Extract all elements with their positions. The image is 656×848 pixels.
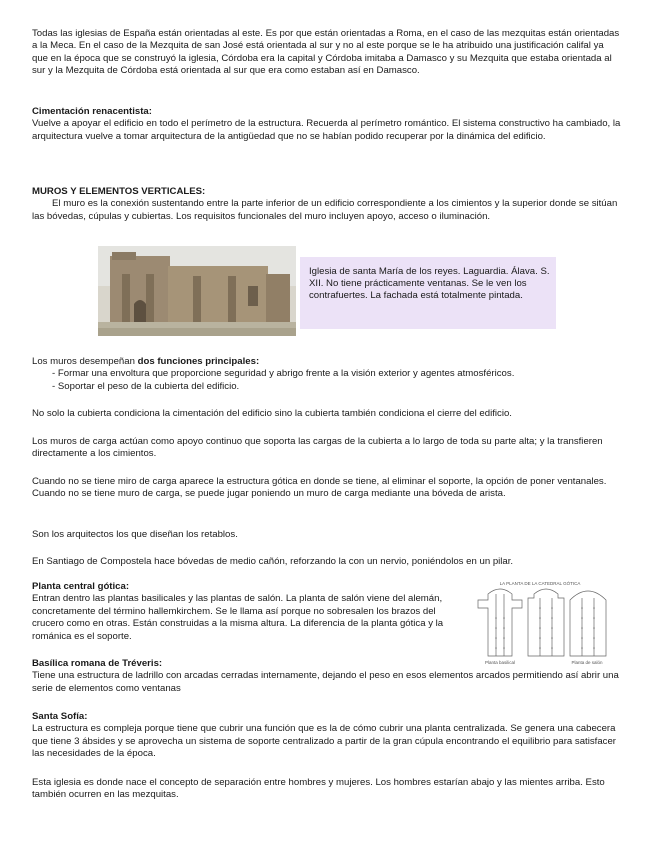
paragraph-muros-carga: Los muros de carga actúan como apoyo continuo que soporta las cargas de la cubierta a lo largo de toda su parte alta; y la transfieren directamente a los cimientos. (32, 436, 603, 460)
paragraph-santiago: En Santiago de Compostela hace bóvedas de medio cañón, reforzando la con un nervio, poniéndolos en un pilar. (32, 556, 514, 567)
treveris-heading: Basílica romana de Tréveris: (32, 658, 163, 669)
planta-text: Entran dentro las plantas basilicales y las plantas de salón. La planta de salón viene del alemán, concretamente del término hallemkirchem. Se le llama así porque no sobresalen los brazos del crucero como en otras. Están construidas a la misma altura. La diferencia de la planta gótica y la románica es el soporte. (32, 593, 444, 642)
funciones-list (32, 368, 622, 393)
cimentacion-text: Vuelve a apoyar el edificio en todo el perímetro de la estructura. Recuerda al perímetro romántico. El sistema constructivo ha cambiado, la arquitectura vuelve a tomar arquitectura de la antigüedad que no se habían podido recuperar por la dinámica del edificio. (32, 118, 621, 142)
muros-heading: MUROS Y ELEMENTOS VERTICALES: (32, 186, 206, 197)
paragraph-final: Esta iglesia es donde nace el concepto de separación entre hombres y mujeres. Los hombres estarían abajo y las mientes arriba. Esto también ocurren en las mezquitas. (32, 777, 605, 801)
paragraph-estructura-gotica: Cuando no se tiene miro de carga aparece la estructura gótica en donde se tiene, al eliminar el soporte, la opción de poner ventanales. Cuando no se tiene muro de carga, se puede jugar poniendo un muro de carga mediante una bóveda de arista. (32, 476, 607, 500)
intro-paragraph: Todas las iglesias de España están orientadas al este. Es por que están orientadas a Roma, en el caso de las mezquitas están orientadas a la Meca. En el caso de la Mezquita de san José está orientada al sur y no al este porque se le ha atribuido una justificación califal ya que en la época que se construyó la iglesia, Córdoba era la capital y Córdoba imitaba a Damasco y su Mezquita que estaba orientada al sur y la Mezquita de Córdoba está orientada al sur que era como estaban así en Damasco. (32, 28, 620, 77)
sofia-text: La estructura es compleja porque tiene que cubrir una función que es la de cómo cubrir una planta centralizada. Se genera una cabecera que tiene 3 ábsides y se aprovecha un sistema de soporte centralizado a partir de la gran cúpula encontrando el equilibrio para satisfacer las necesidades de la época. (32, 723, 616, 760)
funciones-lead (32, 356, 622, 368)
section-treveris (32, 658, 622, 695)
church-illustration (98, 246, 296, 336)
floor-plan-drawing (470, 578, 610, 668)
funciones-lead-bold: dos funciones principales (137, 356, 256, 367)
plan-label-right: Planta de salón (571, 660, 603, 665)
muros-text: El muro es la conexión sustentando entre la parte inferior de un edificio correspondiente a los cimientos y la superior donde se sitúan las bóvedas, cúpulas y cubiertas. Los requisitos funcionales del muro incluyen apoyo, acceso o iluminación. (32, 198, 618, 222)
section-santa-sofia (32, 711, 622, 761)
cimentacion-heading: Cimentación renacentista: (32, 106, 152, 117)
photo-caption: Iglesia de santa María de los reyes. Laguardia. Álava. S. XII. No tiene prácticamente ventanas. Se le ven los contrafuertes. La fachada está totalmente pintada. (309, 266, 550, 302)
section-funciones (32, 356, 622, 393)
planta-heading: Planta central gótica: (32, 581, 130, 592)
church-photo (98, 246, 296, 336)
plan-label-left: Planta basilical (484, 660, 516, 665)
list-item: - Soportar el peso de la cubierta del edificio. (52, 381, 622, 393)
photo-caption-box (300, 257, 556, 329)
funciones-lead-end: : (255, 356, 260, 367)
cathedral-plan-figure (470, 578, 610, 668)
sofia-heading: Santa Sofía: (32, 711, 88, 722)
list-item: - Formar una envoltura que proporcione seguridad y abrigo frente a la visión exterior y agentes atmosféricos. (52, 368, 622, 380)
treveris-text: Tiene una estructura de ladrillo con arcadas cerradas internamente, dejando el peso en esos elementos arcados permitiendo así abrir una serie de elementos como ventanas (32, 670, 619, 694)
section-muros (32, 186, 622, 223)
section-cimentacion (32, 106, 622, 143)
plan-figure-title: LA PLANTA DE LA CATEDRAL GÓTICA (499, 581, 581, 586)
paragraph-cubierta: No solo la cubierta condiciona la cimentación del edificio sino la cubierta también condiciona el cierre del edificio. (32, 408, 512, 419)
section-planta-gotica (32, 581, 452, 643)
paragraph-retablos: Son los arquitectos los que diseñan los retablos. (32, 529, 238, 540)
funciones-lead-text: Los muros desempeñan (32, 356, 138, 367)
